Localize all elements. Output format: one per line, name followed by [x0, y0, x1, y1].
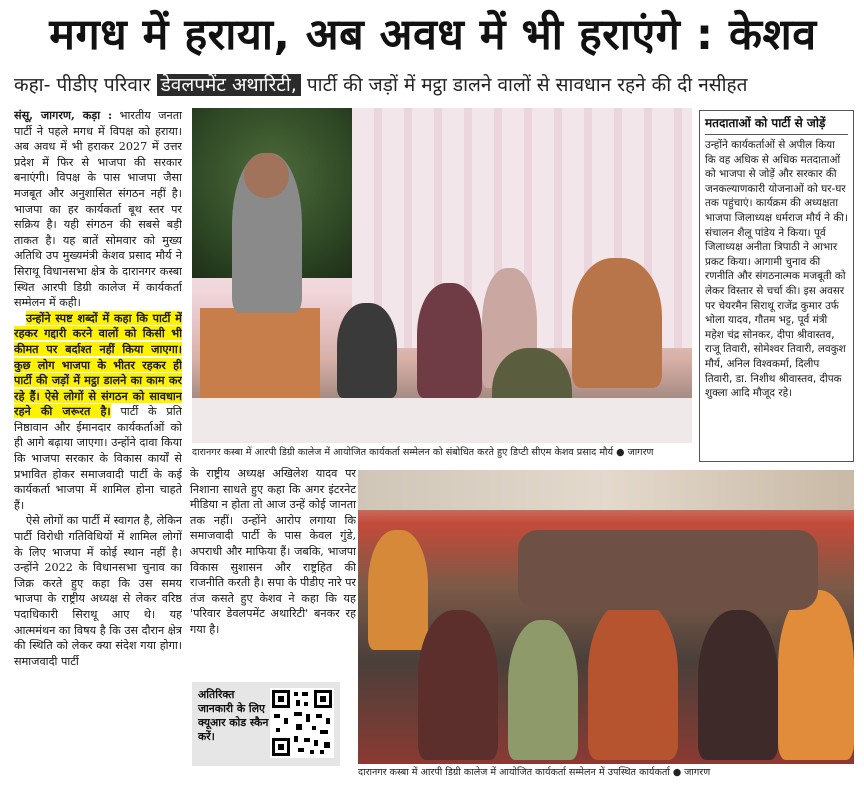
audience-figure-4 [588, 600, 678, 760]
stage-table [192, 398, 692, 443]
article-para-3: ऐसे लोगों का पार्टी में स्वागत है, लेकिन पार्टी विरोधी गतिविधियों में शामिल लोगों के लिए भाजपा में कोई स्थान नहीं है। उन्होंने 2022 के विधानसभा चुनाव का जिक्र करते हुए कहा कि उस समय भाजपा के राष्ट्रीय अध्यक्ष से लेकर वरिष्ठ पदाधिकारी सिराथू आए थे। यह आत्ममंथन का विषय है कि उस दौरान क्षेत्र की स्थिति को लेकर क्या संदेश गया होगा। समाजवादी पार्टी [14, 514, 182, 668]
audience-crowd [518, 530, 818, 610]
article-para-2: पार्टी के प्रति निष्ठावान और ईमानदार कार्यकर्ताओं को ही आगे बढ़ाया जाएगा। उन्होंने दावा किया कि भाजपा सरकार के विकास कार्यों से प्रभावित होकर समाजवादी पार्टी के कई कार्यकर्ता भाजपा में शामिल होना चाहते हैं। [14, 405, 182, 512]
article-column-1 [14, 108, 182, 784]
sidebar-box [699, 110, 854, 462]
speaker-head [244, 153, 289, 198]
article-column-2 [190, 466, 356, 680]
qr-code-graphic [270, 688, 334, 758]
photo2-caption: दारानगर कस्बा में आरपी डिग्री कालेज में आयोजित कार्यकर्ता सम्मेलन में उपस्थित कार्यकर्ता ● जागरण [358, 767, 711, 778]
photo-audience [358, 470, 854, 764]
dignitary-figure-4 [572, 258, 662, 388]
photo-speech [192, 108, 692, 443]
dignitary-figure-1 [337, 303, 397, 398]
headline: मगध में हराया, अब अवध में भी हराएंगे : केशव [49, 10, 817, 60]
subhead-suffix: पार्टी की जड़ों में मट्ठा डालने वालों से सावधान रहने की दी नसीहत [306, 74, 748, 96]
qr-text: अतिरिक्त जानकारी के लिए क्यूआर कोड स्कैन करें। [198, 688, 269, 743]
article-para-1: भारतीय जनता पार्टी ने पहले मगध में विपक्ष को हराया। अब अवध में भी हराकर 2027 में उत्तर प्रदेश में फिर से भाजपा की सरकार बनाएंगी। विपक्ष के पास भाजपा जैसा मजबूत और अनुशासित संगठन नहीं है। भाजपा का हर कार्यकर्ता बूथ स्तर पर सक्रिय है। यही संगठन की सबसे बड़ी ताकत है। यह बातें सोमवार को मुख्य अतिथि उप मुख्यमंत्री केशव प्रसाद मौर्य ने सिराथू विधानसभा क्षेत्र के दारानगर कस्बा स्थित आरपी डिग्री कालेज में कार्यकर्ता सम्मेलन में कही। [14, 109, 182, 310]
highlighted-quote: उन्होंने स्पष्ट शब्दों में कहा कि पार्टी में रहकर गद्दारी करने वालों को किसी भी कीमत पर बर्दाश्त नहीं किया जाएगा। कुछ लोग भाजपा के भीतर रहकर ही पार्टी की जड़ों में मट्ठा डालने का काम कर रहे हैं। ऐसे लोगों से संगठन को सावधान रहने की जरूरत है। [14, 310, 182, 419]
audience-figure-1 [368, 530, 428, 650]
audience-figure-2 [418, 610, 498, 760]
sidebar-title: मतदाताओं को पार्टी से जोड़ें [705, 115, 848, 135]
audience-figure-3 [508, 620, 578, 760]
dateline: संसू, जागरण, कड़ा : [14, 108, 113, 122]
article-col2-text: के राष्ट्रीय अध्यक्ष अखिलेश यादव पर निशाना साधते हुए कहा कि अगर इंटरनेट मीडिया न होता तो आज उन्हें कोई जानता तक नहीं। उन्होंने आरोप लगाया कि समाजवादी पार्टी के पास केवल गुंडे, अपराधी और माफिया हैं। जबकि, भाजपा विकास सुशासन और राष्ट्रहित की राजनीति करती है। सपा के पीडीए नारे पर तंज कसते हुए केशव ने कहा कि यह 'परिवार डेवलपमेंट अथारिटी' बनकर रह गया है। [190, 467, 356, 636]
subheadline [14, 70, 854, 100]
dignitary-figure-2 [417, 283, 482, 398]
photo2-backdrop [358, 470, 854, 510]
subhead-prefix: कहा- पीडीए परिवार [14, 74, 151, 96]
qr-code-icon[interactable] [270, 688, 334, 758]
qr-promo [192, 682, 340, 766]
subhead-highlight: डेवलपमेंट अथारिटी, [157, 74, 301, 96]
audience-figure-5 [698, 610, 778, 760]
audience-figure-6 [778, 590, 854, 760]
photo1-caption: दारानगर कस्बा में आरपी डिग्री कालेज में आयोजित कार्यकर्ता सम्मेलन को संबोधित करते हुए डिप्टी सीएम केशव प्रसाद मौर्य ● जागरण [192, 447, 654, 458]
sidebar-body: उन्होंने कार्यकर्ताओं से अपील किया कि वह अधिक से अधिक मतदाताओं को भाजपा से जोड़ें और सरकार की जनकल्याणकारी योजनाओं को घर-घर तक पहुंचाएं। कार्यक्रम की अध्यक्षता भाजपा जिलाध्यक्ष धर्मराज मौर्य ने की। संचालन शैलू पांडेय ने किया। पूर्व जिलाध्यक्ष अनीता त्रिपाठी ने आभार प्रकट किया। आगामी चुनाव की रणनीति और संगठनात्मक मजबूती को लेकर विस्तार से चर्चा की। इस अवसर पर चेयरमैन सिराथू राजेंद्र कुमार उर्फ भोला यादव, गौतम भट्ट, पूर्व मंत्री महेश चंद्र सोनकर, दीपा श्रीवास्तव, राजू तिवारी, सोमेश्वर तिवारी, लवकुश मौर्य, अनिल विश्वकर्मा, दिलीप तिवारी, डा. निशीथ श्रीवास्तव, दीपक शुक्ला आदि मौजूद रहे। [705, 139, 848, 400]
